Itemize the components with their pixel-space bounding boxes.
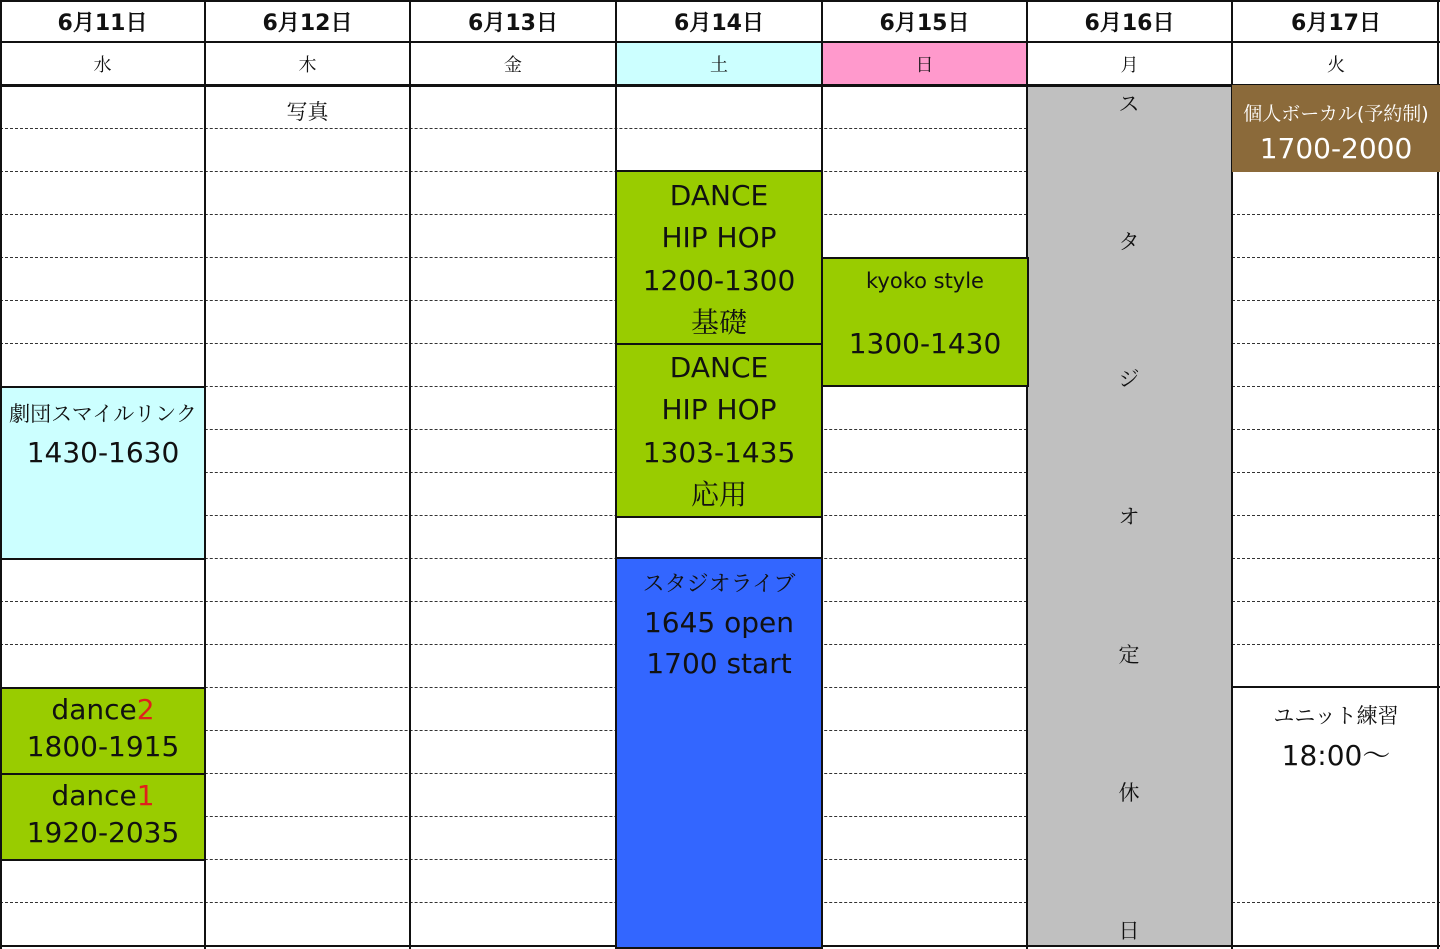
theater-time: 1430-1630 — [26, 436, 180, 469]
closed-char: ス — [1118, 92, 1140, 116]
grid-line — [409, 0, 411, 949]
kyoko-style-block — [821, 257, 1029, 387]
vocal-block — [1232, 85, 1440, 172]
row-line — [1232, 300, 1440, 301]
row-line — [1232, 343, 1440, 344]
grid-line — [0, 84, 1440, 87]
dance2-time: 1800-1915 — [26, 730, 180, 763]
studio-live-open: 1645 open — [643, 606, 795, 639]
weekday-thu: 木 — [298, 55, 317, 76]
closed-char: ジ — [1118, 367, 1140, 391]
dance-basic-line2: HIP HOP — [661, 221, 777, 254]
thu-note: 写真 — [286, 100, 329, 124]
row-line — [1232, 214, 1440, 215]
row-line — [1232, 601, 1440, 602]
row-line — [1232, 515, 1440, 516]
date-header-0615: 6月15日 — [879, 10, 970, 36]
kyoko-style-time: 1300-1430 — [848, 327, 1002, 360]
dance-adv-time: 1303-1435 — [642, 436, 796, 469]
kyoko-style-title: kyoko style — [866, 269, 984, 293]
dance1-label: dance1 — [51, 779, 155, 812]
studio-live-block — [615, 557, 823, 949]
date-header-0611: 6月11日 — [57, 10, 148, 36]
dance1-block — [0, 773, 206, 861]
weekday-sat: 土 — [616, 42, 822, 86]
closed-char: 定 — [1118, 643, 1140, 667]
closed-char: 休 — [1118, 781, 1140, 805]
row-line — [1232, 257, 1440, 258]
row-line — [1232, 386, 1440, 387]
row-line — [1232, 558, 1440, 559]
dance-adv-block — [615, 343, 823, 518]
weekday-tue: 火 — [1327, 55, 1345, 76]
closed-char: オ — [1118, 505, 1140, 529]
dance-basic-level: 基礎 — [690, 306, 747, 339]
dance-basic-line1: DANCE — [669, 179, 769, 212]
weekday-wed: 水 — [93, 55, 112, 76]
dance2-number: 2 — [136, 693, 155, 726]
row-line — [0, 171, 1027, 172]
studio-live-title: スタジオライブ — [642, 572, 796, 597]
studio-live-start: 1700 start — [646, 647, 792, 680]
row-line — [1232, 902, 1440, 903]
row-line — [0, 644, 1027, 645]
theater-title: 劇団スマイルリンク — [9, 402, 197, 426]
grid-line — [0, 0, 1440, 2]
date-header-0614: 6月14日 — [674, 10, 764, 36]
row-line — [0, 214, 1027, 215]
dance-adv-line2: HIP HOP — [661, 393, 777, 426]
dance-basic-time: 1200-1300 — [642, 264, 796, 297]
row-line — [1232, 644, 1440, 645]
dance2-block — [0, 687, 206, 775]
date-header-0612: 6月12日 — [262, 10, 353, 36]
unit-separator — [1232, 686, 1440, 688]
vocal-title: 個人ボーカル(予約制) — [1243, 103, 1429, 125]
dance2-label: dance2 — [51, 693, 155, 726]
weekday-sun: 日 — [822, 42, 1027, 86]
row-line — [0, 902, 1027, 903]
closed-char: タ — [1118, 230, 1140, 254]
dance-adv-level: 応用 — [690, 478, 747, 511]
row-line — [0, 601, 1027, 602]
date-header-0613: 6月13日 — [468, 10, 558, 36]
dance1-number: 1 — [136, 779, 155, 812]
closed-char: 日 — [1118, 919, 1140, 943]
unit-time: 18:00〜 — [1281, 739, 1391, 772]
dance-basic-block — [615, 170, 823, 345]
row-line — [1232, 429, 1440, 430]
dance-adv-line1: DANCE — [669, 351, 769, 384]
unit-title: ユニット練習 — [1273, 704, 1399, 728]
date-header-0617: 6月17日 — [1291, 10, 1381, 36]
row-line — [0, 128, 1027, 129]
date-header-0616: 6月16日 — [1084, 10, 1175, 36]
theater-block — [0, 386, 206, 560]
weekday-fri: 金 — [504, 55, 522, 76]
vocal-time: 1700-2000 — [1259, 132, 1413, 165]
grid-line — [0, 41, 1440, 43]
row-line — [1232, 472, 1440, 473]
dance1-time: 1920-2035 — [26, 816, 180, 849]
weekday-mon: 月 — [1120, 55, 1139, 76]
